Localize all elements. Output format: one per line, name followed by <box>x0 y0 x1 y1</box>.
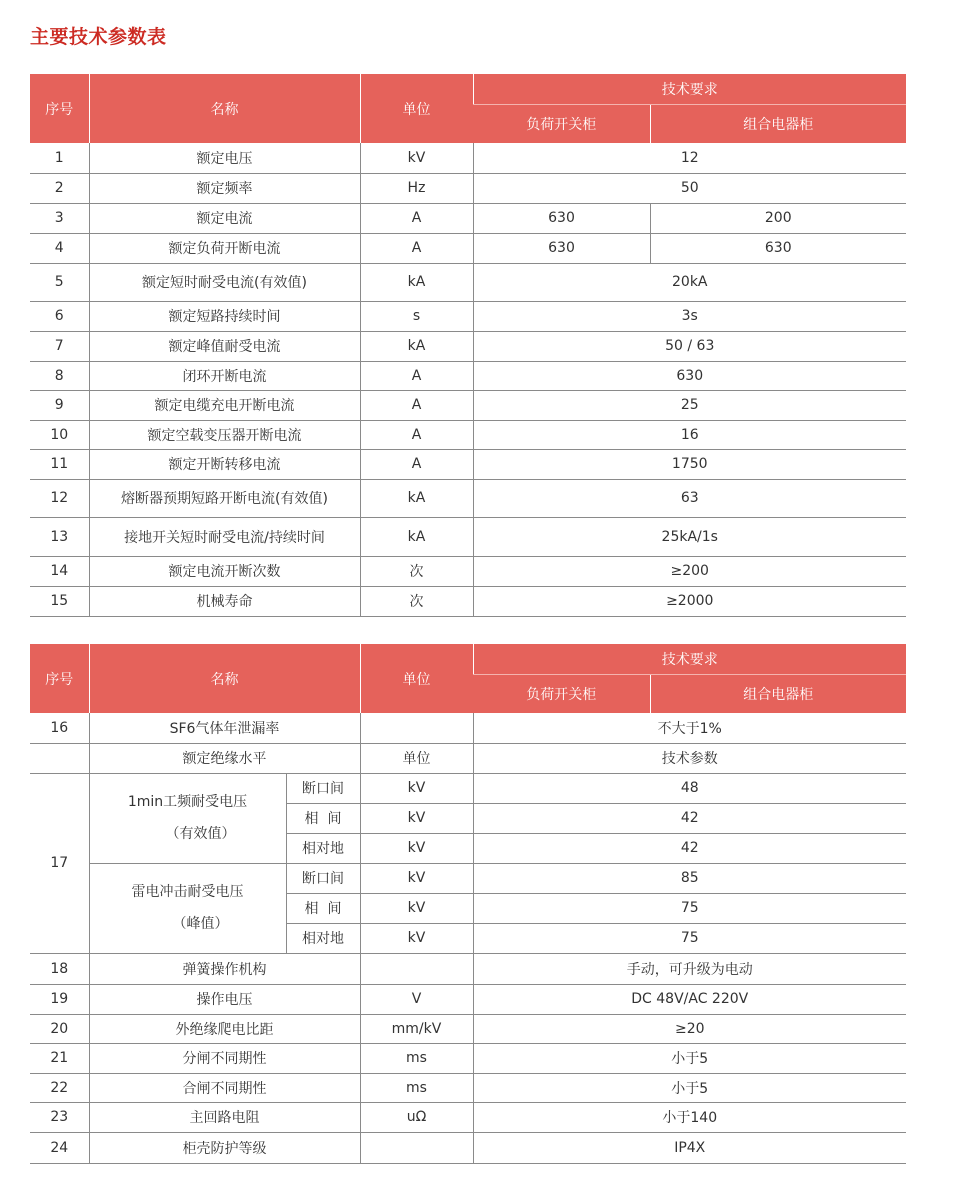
row-unit: kV <box>360 803 473 833</box>
row-name: 主回路电阻 <box>89 1102 360 1132</box>
table-row <box>30 361 906 390</box>
table-row <box>30 1043 906 1073</box>
row-sub: 相对地 <box>286 833 360 863</box>
row-name: SF6气体年泄漏率 <box>89 713 360 743</box>
table-row <box>30 586 906 616</box>
row-value: 25 <box>473 390 906 420</box>
row-value: 小于140 <box>473 1102 906 1132</box>
row-sub: 相 间 <box>286 893 360 923</box>
table-row <box>30 301 906 331</box>
row-value: IP4X <box>473 1132 906 1163</box>
row-no: 9 <box>30 390 89 420</box>
table-row <box>30 1073 906 1102</box>
row-unit: ms <box>360 1043 473 1073</box>
row-name: 接地开关短时耐受电流/持续时间 <box>89 517 360 556</box>
group-label-line1: 雷电冲击耐受电压 <box>131 884 244 900</box>
table-row <box>30 517 906 556</box>
row-no: 7 <box>30 331 89 361</box>
group-label-line2: （有效值） <box>165 826 236 842</box>
header-unit: 单位 <box>360 74 473 143</box>
row-value: 16 <box>473 420 906 449</box>
row-name: 额定开断转移电流 <box>89 449 360 479</box>
row-name: 额定绝缘水平 <box>89 743 360 773</box>
row-unit: Hz <box>360 173 473 203</box>
row-value: 小于5 <box>473 1043 906 1073</box>
row-unit: A <box>360 449 473 479</box>
table-row <box>30 773 906 803</box>
row-no: 20 <box>30 1014 89 1043</box>
row-sub: 断口间 <box>286 863 360 893</box>
spec-table-2 <box>30 644 906 1164</box>
row-name: 额定频率 <box>89 173 360 203</box>
table-row <box>30 390 906 420</box>
table-row <box>30 953 906 984</box>
row-unit: A <box>360 361 473 390</box>
table-row <box>30 863 906 893</box>
row-name: 额定短路持续时间 <box>89 301 360 331</box>
row-value: 42 <box>473 803 906 833</box>
row-value: 75 <box>473 923 906 953</box>
table-row <box>30 420 906 449</box>
row-no: 2 <box>30 173 89 203</box>
row-no: 4 <box>30 233 89 263</box>
header-name: 名称 <box>89 644 360 713</box>
row-value: ≥200 <box>473 556 906 586</box>
row-sub: 相 间 <box>286 803 360 833</box>
row-name: 额定电缆充电开断电流 <box>89 390 360 420</box>
row-value: 3s <box>473 301 906 331</box>
row-no: 5 <box>30 263 89 301</box>
row-value-a: 630 <box>473 233 650 263</box>
row-unit <box>360 953 473 984</box>
row-unit: kV <box>360 143 473 173</box>
row-unit <box>360 713 473 743</box>
row-value: DC 48V/AC 220V <box>473 984 906 1014</box>
table-row <box>30 233 906 263</box>
header-unit: 单位 <box>360 644 473 713</box>
row-value-b: 630 <box>650 233 906 263</box>
row-name: 弹簧操作机构 <box>89 953 360 984</box>
table-row <box>30 556 906 586</box>
row-no: 10 <box>30 420 89 449</box>
row-sub: 断口间 <box>286 773 360 803</box>
row-no: 13 <box>30 517 89 556</box>
row-value: ≥2000 <box>473 586 906 616</box>
row-value: 42 <box>473 833 906 863</box>
table-row <box>30 479 906 517</box>
header-name: 名称 <box>89 74 360 143</box>
row-name: 额定短时耐受电流(有效值) <box>89 263 360 301</box>
page-title: 主要技术参数表 <box>30 26 167 48</box>
table-row <box>30 263 906 301</box>
row-no: 18 <box>30 953 89 984</box>
table-row <box>30 143 906 173</box>
row-sub: 相对地 <box>286 923 360 953</box>
row-name: 额定电流 <box>89 203 360 233</box>
row-unit: kV <box>360 773 473 803</box>
row-name: 外绝缘爬电比距 <box>89 1014 360 1043</box>
row-value: 12 <box>473 143 906 173</box>
row-value: 20kA <box>473 263 906 301</box>
header-col-a: 负荷开关柜 <box>473 104 650 143</box>
table-row <box>30 1132 906 1163</box>
header-no: 序号 <box>30 74 89 143</box>
row-value: 85 <box>473 863 906 893</box>
table-row <box>30 743 906 773</box>
row-value-b: 200 <box>650 203 906 233</box>
row-name: 熔断器预期短路开断电流(有效值) <box>89 479 360 517</box>
row-name: 柜壳防护等级 <box>89 1132 360 1163</box>
row-name: 额定峰值耐受电流 <box>89 331 360 361</box>
row-name: 额定电压 <box>89 143 360 173</box>
group-lightning-impulse <box>89 863 286 953</box>
row-name: 额定空载变压器开断电流 <box>89 420 360 449</box>
row-value: 25kA/1s <box>473 517 906 556</box>
row-value: 1750 <box>473 449 906 479</box>
row-no: 15 <box>30 586 89 616</box>
row-unit: kA <box>360 263 473 301</box>
row-value-a: 630 <box>473 203 650 233</box>
table-row <box>30 984 906 1014</box>
row-unit: 次 <box>360 556 473 586</box>
table-row <box>30 713 906 743</box>
row-no: 24 <box>30 1132 89 1163</box>
row-value: 不大于1% <box>473 713 906 743</box>
row-no: 3 <box>30 203 89 233</box>
row-value: 75 <box>473 893 906 923</box>
group-power-frequency <box>89 773 286 863</box>
row-no: 8 <box>30 361 89 390</box>
row-value: 50 <box>473 173 906 203</box>
row-unit: kV <box>360 923 473 953</box>
row-name: 操作电压 <box>89 984 360 1014</box>
row-name: 机械寿命 <box>89 586 360 616</box>
row-unit: kA <box>360 331 473 361</box>
table-row <box>30 449 906 479</box>
row-value: 小于5 <box>473 1073 906 1102</box>
row-name: 闭环开断电流 <box>89 361 360 390</box>
header-tech: 技术要求 <box>473 644 906 674</box>
row-unit: kV <box>360 893 473 923</box>
row-unit: kA <box>360 517 473 556</box>
row-no: 16 <box>30 713 89 743</box>
header-tech: 技术要求 <box>473 74 906 104</box>
row-no: 14 <box>30 556 89 586</box>
row-no: 6 <box>30 301 89 331</box>
table-row <box>30 173 906 203</box>
row-no: 17 <box>30 773 89 953</box>
row-unit: mm/kV <box>360 1014 473 1043</box>
row-name: 合闸不同期性 <box>89 1073 360 1102</box>
row-value: 50 / 63 <box>473 331 906 361</box>
table-row <box>30 203 906 233</box>
row-value: 48 <box>473 773 906 803</box>
group-label-line1: 1min工频耐受电压 <box>127 794 248 810</box>
row-unit: uΩ <box>360 1102 473 1132</box>
table-row <box>30 1014 906 1043</box>
row-no: 22 <box>30 1073 89 1102</box>
row-no: 12 <box>30 479 89 517</box>
row-name: 额定电流开断次数 <box>89 556 360 586</box>
table-row <box>30 1102 906 1132</box>
row-no: 21 <box>30 1043 89 1073</box>
header-col-b: 组合电器柜 <box>650 674 906 713</box>
row-name: 分闸不同期性 <box>89 1043 360 1073</box>
header-no: 序号 <box>30 644 89 713</box>
row-unit: A <box>360 203 473 233</box>
row-value: 手动，可升级为电动 <box>473 953 906 984</box>
row-unit: A <box>360 420 473 449</box>
row-value: 63 <box>473 479 906 517</box>
group-label-line2: （峰值） <box>172 916 229 932</box>
row-unit: A <box>360 390 473 420</box>
table-row <box>30 331 906 361</box>
row-unit: ms <box>360 1073 473 1102</box>
row-unit: kV <box>360 863 473 893</box>
row-unit <box>360 1132 473 1163</box>
row-unit: kV <box>360 833 473 863</box>
row-unit: V <box>360 984 473 1014</box>
row-value: 技术参数 <box>473 743 906 773</box>
row-unit: 次 <box>360 586 473 616</box>
row-no: 11 <box>30 449 89 479</box>
row-no-empty <box>30 743 89 773</box>
row-name: 额定负荷开断电流 <box>89 233 360 263</box>
row-unit: kA <box>360 479 473 517</box>
row-no: 19 <box>30 984 89 1014</box>
spec-table-1 <box>30 74 906 617</box>
row-value: ≥20 <box>473 1014 906 1043</box>
header-col-b: 组合电器柜 <box>650 104 906 143</box>
row-no: 1 <box>30 143 89 173</box>
row-unit: A <box>360 233 473 263</box>
row-unit: s <box>360 301 473 331</box>
row-value: 630 <box>473 361 906 390</box>
row-no: 23 <box>30 1102 89 1132</box>
row-unit: 单位 <box>360 743 473 773</box>
header-col-a: 负荷开关柜 <box>473 674 650 713</box>
